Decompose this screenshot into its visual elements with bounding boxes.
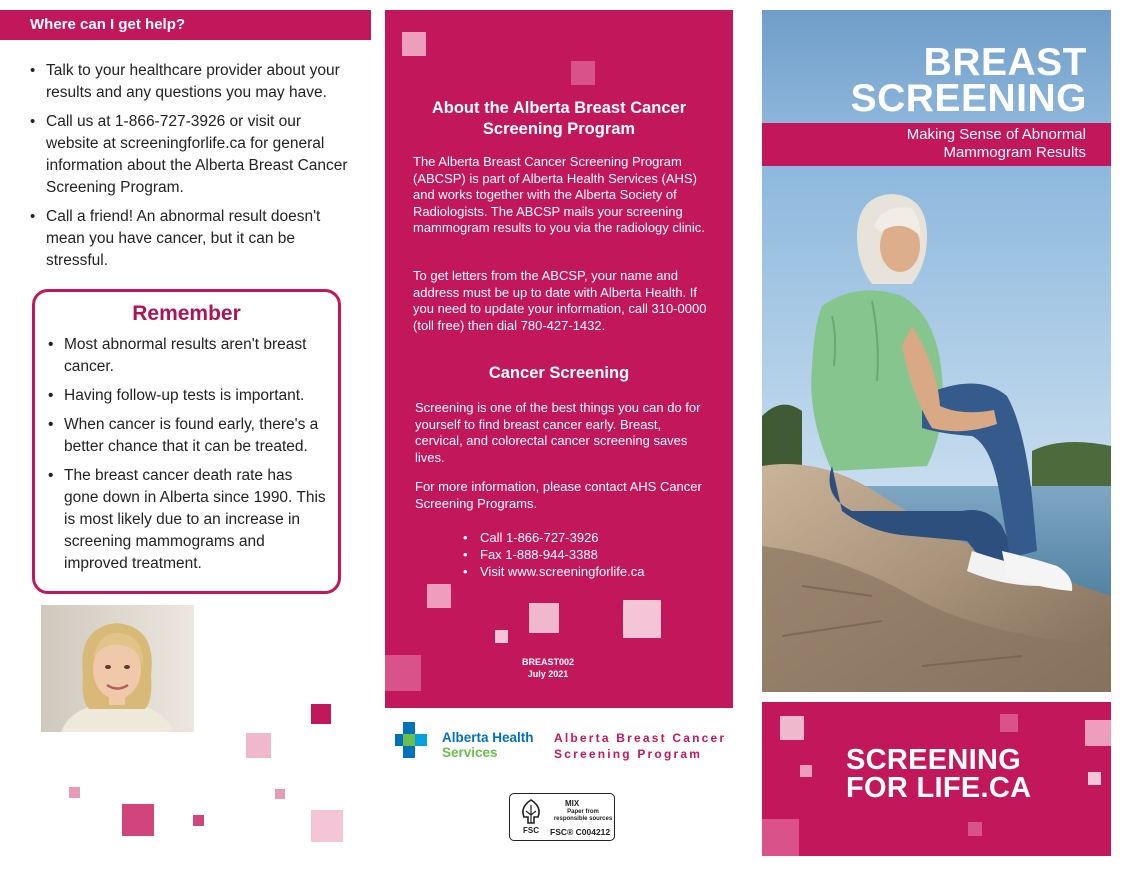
help-item: • Talk to your healthcare provider about your results and any questions you may have. [27, 60, 357, 104]
decorative-square [275, 789, 285, 799]
brand-line-1: SCREENING [846, 744, 1022, 776]
ahs-logo-line-2: Services [442, 745, 498, 760]
decorative-square [69, 787, 80, 798]
help-item: • Call a friend! An abnormal result doesn't mean you have cancer, but it can be stressful. [27, 206, 357, 272]
abcsp-logo-line-2: Screening Program [554, 747, 703, 761]
decorative-square [311, 704, 331, 724]
program-info-panel [385, 10, 733, 708]
contact-fax: • Fax 1-888-944-3388 [463, 546, 645, 563]
screening-for-life-box [762, 702, 1111, 856]
brand-line-2: FOR LIFE.CA [846, 772, 1032, 804]
decorative-square [402, 32, 426, 56]
remember-item: • Most abnormal results aren't breast cancer. [48, 334, 330, 378]
ahs-logo-text [442, 730, 534, 760]
help-item: • Call us at 1-866-727-3926 or visit our website at screeningforlife.ca for general information about the Alberta Breast Cancer Screening Program. [27, 111, 357, 199]
decorative-square [246, 733, 271, 758]
fsc-mix-label: MIX [565, 799, 580, 808]
cover-subtitle-line-1: Making Sense of Abnormal [906, 126, 1086, 143]
help-section-header: Where can I get help? [0, 10, 371, 40]
about-paragraph-2: To get letters from the ABCSP, your name and address must be up to date with Alberta Health. If you need to update your information, call 310-0000 (toll free) then dial 780-427-1432. [413, 268, 707, 333]
decorative-square [800, 765, 812, 777]
contact-list [463, 529, 645, 580]
decorative-square [529, 603, 559, 633]
decorative-square [311, 810, 343, 842]
decorative-square [1088, 772, 1101, 785]
cover-title-line-2: SCREENING [850, 77, 1087, 120]
ahs-logo-line-1: Alberta Health [442, 730, 534, 745]
about-heading: About the Alberta Breast Cancer Screening Program [431, 99, 687, 138]
decorative-square [427, 584, 451, 608]
decorative-square [193, 815, 204, 826]
remember-item: • When cancer is found early, there's a better chance that it can be treated. [48, 414, 330, 458]
abcsp-logo-line-1: Alberta Breast Cancer [554, 731, 727, 745]
fsc-paper-label: Paper from responsible sources [553, 809, 613, 822]
contact-website: • Visit www.screeningforlife.ca [463, 563, 645, 580]
remember-box [32, 289, 341, 594]
cover-title-area [762, 10, 1111, 123]
screening-paragraph-1: Screening is one of the best things you can do for yourself to find breast cancer early. Breast, cervical, and colorectal cancer screening saves lives. [415, 400, 701, 465]
cover-subtitle-line-2: Mammogram Results [943, 144, 1086, 161]
svg-text:FSC: FSC [523, 826, 539, 835]
fsc-certification-badge [509, 793, 615, 841]
document-date: July 2021 [527, 669, 569, 679]
remember-item: • The breast cancer death rate has gone down in Alberta since 1990. This is most likely due to an increase in screening mammograms and improved treatment. [48, 465, 330, 575]
help-list [27, 60, 357, 279]
remember-item: • Having follow-up tests is important. [48, 385, 330, 407]
cover-title [850, 41, 1087, 120]
decorative-square [623, 600, 661, 638]
remember-list [35, 334, 338, 575]
remember-title: Remember [132, 302, 241, 325]
decorative-square [762, 819, 799, 856]
cover-title-line-1: BREAST [923, 41, 1087, 84]
older-woman-on-rocks-photo [762, 166, 1111, 692]
decorative-square [1000, 714, 1018, 732]
cover-subtitle-band [762, 123, 1111, 166]
document-code [385, 656, 711, 680]
cancer-screening-heading: Cancer Screening [488, 364, 630, 382]
contact-phone: • Call 1-866-727-3926 [463, 529, 645, 546]
fsc-tree-icon [516, 797, 546, 837]
document-code-id: BREAST002 [521, 657, 575, 667]
decorative-square [968, 822, 982, 836]
screening-for-life-logo [846, 746, 1031, 802]
decorative-square [1085, 720, 1111, 746]
abcsp-logo-text [554, 730, 726, 762]
decorative-square [780, 716, 804, 740]
screening-paragraph-2: For more information, please contact AHS Cancer Screening Programs. [415, 479, 702, 511]
decorative-square [495, 630, 508, 643]
smiling-woman-photo [41, 605, 194, 732]
decorative-square [122, 804, 154, 836]
decorative-square [571, 61, 595, 85]
about-paragraph-1: The Alberta Breast Cancer Screening Program (ABCSP) is part of Alberta Health Services (AHS) and works together with the Alberta Society of Radiologists. The ABCSP mails your screening mammogram results to you via the radiology clinic. [413, 154, 705, 235]
fsc-code-label: FSC® C004212 [550, 827, 611, 837]
